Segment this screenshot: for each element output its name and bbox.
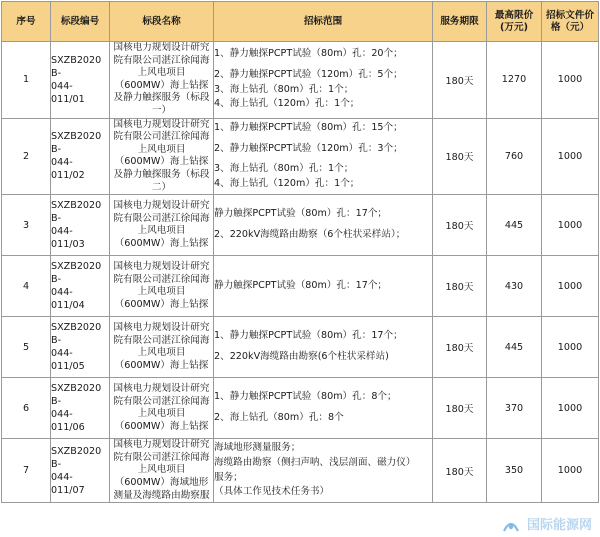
period-cell: 180天 [433, 118, 487, 195]
logo-icon [502, 519, 520, 533]
table-header-row [2, 2, 599, 42]
name-line: 上风电项目 [137, 225, 186, 237]
period-cell: 180天 [433, 378, 487, 439]
name-line: 院有限公司湛江徐闻海 [113, 334, 210, 346]
scope-line: 3、海上钻孔（80m）孔：1个； [214, 163, 354, 175]
name-line: 国核电力规划设计研究 [113, 382, 210, 394]
doc-fee-cell: 1000 [542, 317, 599, 378]
code-line: SXZB2020 [51, 445, 102, 457]
scope-line: 1、静力触探PCPT试验（80m）孔：20个； [214, 48, 403, 60]
table-row [2, 42, 599, 119]
name-cell [110, 195, 214, 256]
header-seq: 序号 [2, 2, 51, 42]
table-row [2, 439, 599, 503]
max-price-cell: 445 [487, 317, 542, 378]
scope-cell [214, 118, 433, 195]
code-line: B- [51, 213, 62, 225]
code-line: SXZB2020 [51, 261, 102, 273]
code-line: SXZB2020 [51, 200, 102, 212]
name-cell [110, 256, 214, 317]
doc-fee-cell: 1000 [542, 195, 599, 256]
name-cell [110, 439, 214, 503]
seq-cell: 1 [2, 42, 51, 119]
code-line: SXZB2020 [51, 131, 102, 143]
watermark-text: 国际能源网 [526, 518, 592, 533]
scope-line: 1、静力触探PCPT试验（80m）孔：15个； [214, 121, 403, 133]
scope-cell [214, 42, 433, 119]
header-code: 标段编号 [51, 2, 110, 42]
code-line: 011/06 [51, 422, 85, 434]
name-line: 上风电项目 [137, 408, 186, 420]
code-line: 011/01 [51, 93, 85, 105]
name-line: （600MW）海上钻探 [114, 420, 209, 432]
seq-cell: 4 [2, 256, 51, 317]
code-cell [51, 256, 110, 317]
code-cell [51, 42, 110, 119]
scope-line: 静力触探PCPT试验（80m）孔：17个； [214, 279, 388, 291]
name-line: 国核电力规划设计研究 [113, 199, 210, 211]
seq-cell: 2 [2, 118, 51, 195]
scope-cell [214, 195, 433, 256]
name-line: 院有限公司湛江徐闻海 [113, 273, 210, 285]
scope-line: 静力触探PCPT试验（80m）孔：17个； [214, 208, 388, 220]
name-line: （600MW）海上钻探 [114, 359, 209, 371]
name-line: 上风电项目 [137, 286, 186, 298]
code-line: 044- [51, 409, 73, 421]
scope-line: 1、静力触探PCPT试验（80m）孔：17个； [214, 330, 403, 342]
code-line: 044- [51, 80, 73, 92]
name-line: 院有限公司湛江徐闻海 [113, 395, 210, 407]
code-line: 044- [51, 287, 73, 299]
name-line: （600MW）海上钻探 [114, 237, 209, 249]
code-line: 011/05 [51, 361, 85, 373]
name-line: 院有限公司湛江徐闻海 [113, 451, 210, 463]
scope-cell [214, 439, 433, 503]
name-cell [110, 317, 214, 378]
seq-cell: 7 [2, 439, 51, 503]
max-price-cell: 350 [487, 439, 542, 503]
period-cell: 180天 [433, 195, 487, 256]
name-line: 及静力触探服务（标段 [113, 92, 210, 104]
code-line: 011/04 [51, 300, 85, 312]
scope-line: 2、海上钻孔（80m）孔：8个 [214, 412, 344, 424]
seq-cell: 3 [2, 195, 51, 256]
code-line: SXZB2020 [51, 322, 102, 334]
max-price-cell: 445 [487, 195, 542, 256]
code-line: 011/02 [51, 170, 85, 182]
table-body [2, 42, 599, 503]
period-cell: 180天 [433, 439, 487, 503]
scope-line: （具体工作见技术任务书） [214, 486, 330, 498]
code-cell [51, 195, 110, 256]
code-line: B- [51, 396, 62, 408]
name-line: 上风电项目 [137, 464, 186, 476]
name-line: 院有限公司湛江徐闻海 [113, 212, 210, 224]
seq-cell: 5 [2, 317, 51, 378]
doc-fee-cell: 1000 [542, 439, 599, 503]
code-line: B- [51, 274, 62, 286]
name-line: 上风电项目 [137, 347, 186, 359]
doc-fee-cell: 1000 [542, 256, 599, 317]
table-row [2, 195, 599, 256]
period-cell: 180天 [433, 42, 487, 119]
scope-line: 2、220kV海缆路由勘察（6个柱状采样站）； [214, 229, 406, 241]
scope-line: 2、220kV海缆路由勘察(6个柱状采样站) [214, 351, 389, 363]
header-period: 服务期限 [433, 2, 487, 42]
period-cell: 180天 [433, 256, 487, 317]
code-cell [51, 118, 110, 195]
code-line: B- [51, 458, 62, 470]
code-line: 011/03 [51, 239, 85, 251]
code-line: SXZB2020 [51, 383, 102, 395]
code-line: B- [51, 144, 62, 156]
code-line: SXZB2020 [51, 54, 102, 66]
doc-fee-cell: 1000 [542, 118, 599, 195]
name-line: 上风电项目 [137, 67, 186, 79]
period-cell: 180天 [433, 317, 487, 378]
doc-fee-cell: 1000 [542, 378, 599, 439]
seq-cell: 6 [2, 378, 51, 439]
name-line: （600MW）海上钻探 [114, 298, 209, 310]
doc-fee-cell: 1000 [542, 42, 599, 119]
code-line: 044- [51, 226, 73, 238]
max-price-cell: 1270 [487, 42, 542, 119]
name-line: （600MW）海上钻探 [114, 79, 209, 91]
code-line: 011/07 [51, 484, 85, 496]
scope-cell [214, 317, 433, 378]
code-line: B- [51, 335, 62, 347]
name-line: 院有限公司湛江徐闻海 [113, 131, 210, 143]
name-line: 测量及海缆路由勘察服 [113, 489, 210, 501]
name-cell [110, 42, 214, 119]
name-line: 二） [151, 181, 172, 193]
scope-line: 海缆路由勘察（侧扫声呐、浅层剖面、磁力仪） [214, 456, 416, 468]
header-name: 标段名称 [110, 2, 214, 42]
code-cell [51, 439, 110, 503]
name-line: 国核电力规划设计研究 [113, 42, 210, 53]
code-line: 044- [51, 157, 73, 169]
code-line: 044- [51, 348, 73, 360]
header-doc-fee: 招标文件价 格（元） [542, 2, 599, 42]
max-price-cell: 370 [487, 378, 542, 439]
scope-line: 海域地形测量服务； [214, 442, 301, 454]
scope-line: 2、静力触探PCPT试验（120m）孔：3个； [214, 142, 403, 154]
scope-line: 服务； [214, 471, 243, 483]
max-price-cell: 760 [487, 118, 542, 195]
scope-cell [214, 378, 433, 439]
table-row [2, 317, 599, 378]
name-line: 院有限公司湛江徐闻海 [113, 54, 210, 66]
code-cell [51, 317, 110, 378]
name-line: （600MW）海上钻探 [114, 156, 209, 168]
watermark [502, 514, 592, 533]
code-line: 044- [51, 471, 73, 483]
name-line: 上风电项目 [137, 143, 186, 155]
table-row [2, 378, 599, 439]
scope-cell [214, 256, 433, 317]
code-line: B- [51, 67, 62, 79]
scope-line: 4、海上钻孔（120m）孔：1个； [214, 178, 360, 190]
name-line: 国核电力规划设计研究 [113, 439, 210, 451]
name-line: 国核电力规划设计研究 [113, 118, 210, 130]
max-price-cell: 430 [487, 256, 542, 317]
name-line: 国核电力规划设计研究 [113, 321, 210, 333]
code-cell [51, 378, 110, 439]
scope-line: 1、静力触探PCPT试验（80m）孔：8个； [214, 391, 397, 403]
name-cell [110, 378, 214, 439]
table-row [2, 118, 599, 195]
table-row [2, 256, 599, 317]
name-cell [110, 118, 214, 195]
scope-line: 3、海上钻孔（80m）孔：1个； [214, 83, 354, 95]
name-line: （600MW）海域地形 [114, 476, 209, 488]
name-line: 国核电力规划设计研究 [113, 260, 210, 272]
name-line: 及静力触探服务（标段 [113, 168, 210, 180]
header-scope: 招标范围 [214, 2, 433, 42]
scope-line: 2、静力触探PCPT试验（120m）孔：5个； [214, 69, 403, 81]
tender-table [1, 1, 599, 503]
name-line: 一） [151, 104, 172, 116]
header-max-price: 最高限价 (万元) [487, 2, 542, 42]
scope-line: 4、海上钻孔（120m）孔：1个； [214, 98, 360, 110]
